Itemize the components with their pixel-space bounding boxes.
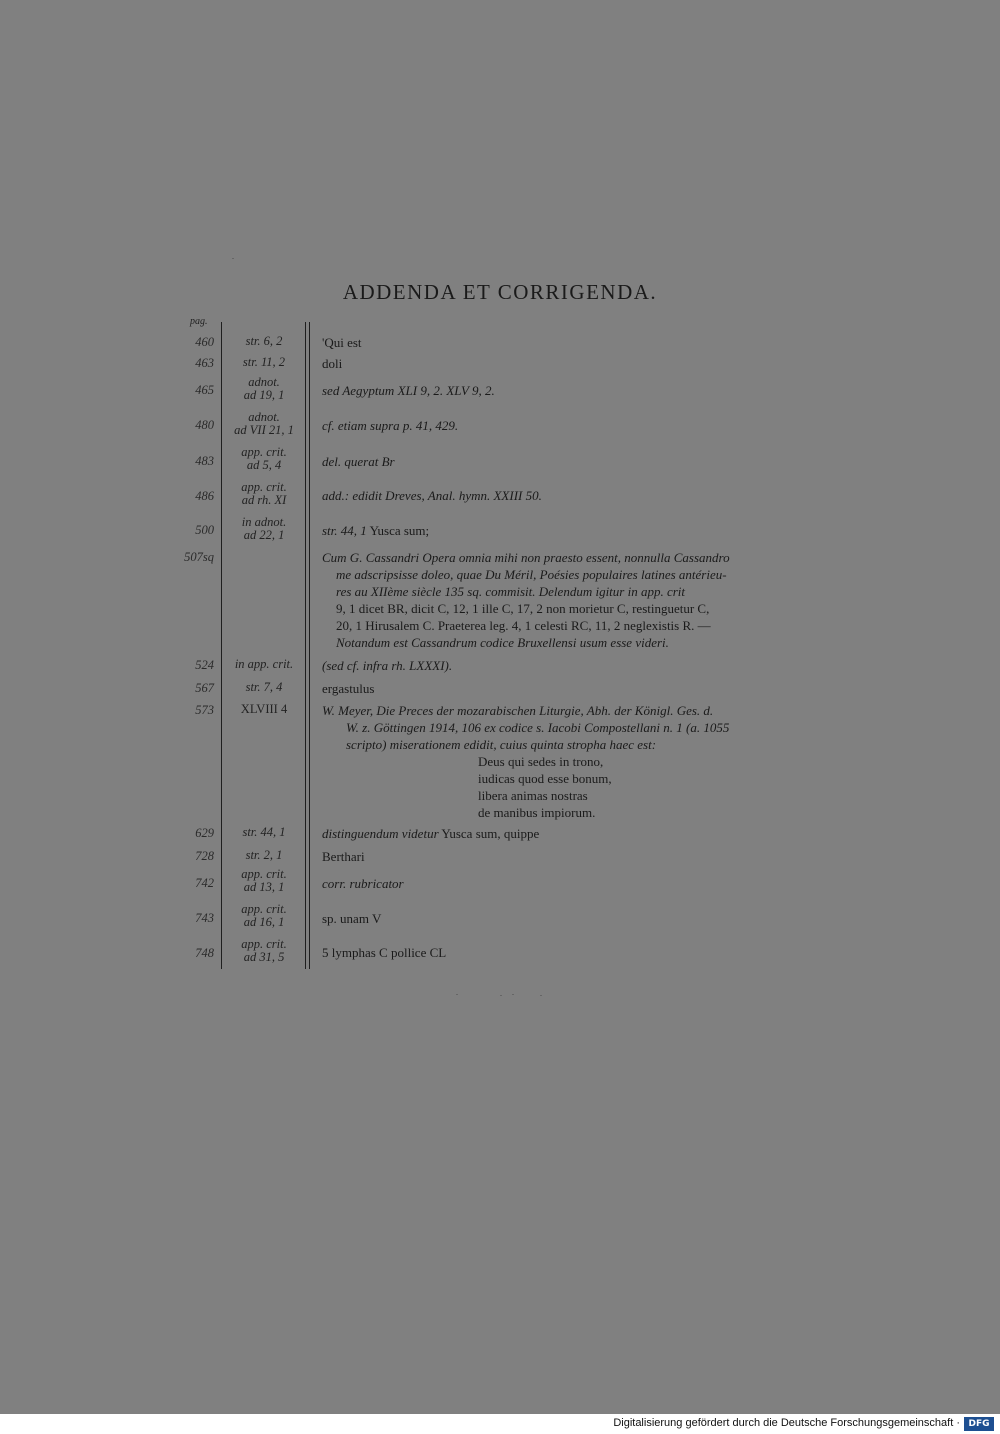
correction-text: add.: edidit Dreves, Anal. hymn. XXIII 50. [322, 488, 542, 503]
verse-line: iudicas quod esse bonum, [478, 771, 612, 786]
paragraph-line: 9, 1 dicet BR, dicit C, 12, 1 ille C, 17, 2 non morietur C, restinguetur C, [336, 601, 710, 616]
verse-line: libera animas nostras [478, 788, 588, 803]
location-reference: app. crit. [241, 867, 287, 881]
location-reference: app. crit. [241, 937, 287, 951]
paragraph-line: me adscripsisse doleo, quae Du Méril, Poésies populaires latines antérieu- [336, 567, 727, 582]
correction-text: corr. rubricator [322, 876, 404, 891]
page-number: 500 [195, 523, 214, 537]
location-reference: XLVIII 4 [240, 702, 288, 716]
verse-line: de manibus impiorum. [478, 805, 596, 820]
location-reference-line2: ad 31, 5 [243, 950, 285, 964]
location-reference: app. crit. [241, 902, 287, 916]
page-number: 524 [195, 658, 214, 672]
correction-text: (sed cf. infra rh. LXXXI). [322, 658, 453, 673]
column-header-pag: pag. [190, 316, 208, 327]
location-reference: str. 6, 2 [245, 334, 283, 348]
dfg-logo: DFG [964, 1417, 994, 1431]
correction-text: Berthari [322, 849, 365, 864]
page-number: 573 [195, 703, 214, 717]
location-reference: app. crit. [241, 480, 287, 494]
page-number: 742 [195, 876, 214, 890]
page-number: 743 [195, 911, 214, 925]
location-reference: str. 2, 1 [245, 848, 283, 862]
page-number: 748 [195, 946, 214, 960]
scan-speck [540, 995, 542, 996]
page-number: 465 [195, 383, 214, 397]
funding-footer [0, 1414, 1000, 1434]
page-title: ADDENDA ET CORRIGENDA. [342, 280, 658, 304]
page-number: 486 [195, 489, 214, 503]
location-reference-line2: ad 19, 1 [243, 388, 285, 402]
location-reference: str. 7, 4 [245, 680, 283, 694]
location-reference: app. crit. [241, 445, 287, 459]
page-number: 460 [195, 335, 214, 349]
footer-text: Digitalisierung gefördert durch die Deutsche Forschungsgemeinschaft · [613, 1417, 960, 1429]
correction-text: sp. unam V [322, 911, 382, 926]
page-number: 480 [195, 418, 214, 432]
paragraph-line: W. Meyer, Die Preces der mozarabischen Liturgie, Abh. der Königl. Ges. d. [322, 703, 714, 718]
correction-text: ergastulus [322, 681, 375, 696]
correction-paragraph [322, 702, 814, 821]
verse-line: Deus qui sedes in trono, [478, 754, 604, 769]
scan-speck [500, 995, 502, 996]
correction-text: 5 lymphas C pollice CL [322, 945, 447, 960]
scan-speck [232, 258, 234, 259]
correction-paragraph [322, 549, 814, 651]
location-reference-line2: ad VII 21, 1 [234, 423, 294, 437]
paragraph-line: res au XIIème siècle 135 sq. commisit. Delendum igitur in app. crit [336, 584, 686, 599]
column-rule-left [221, 322, 222, 969]
location-reference: adnot. [248, 410, 280, 424]
paragraph-line: W. z. Göttingen 1914, 106 ex codice s. Iacobi Compostellani n. 1 (a. 1055 [346, 720, 730, 735]
scan-speck [512, 994, 514, 995]
correction-text: str. 44, 1 Yusca sum; [322, 523, 430, 538]
location-reference-line2: ad 13, 1 [243, 880, 285, 894]
location-reference: in adnot. [241, 515, 287, 529]
paragraph-line: Notandum est Cassandrum codice Bruxellensi usum esse videri. [336, 635, 669, 650]
page-number: 567 [195, 681, 214, 695]
paragraph-line: Cum G. Cassandri Opera omnia mihi non praesto essent, nonnulla Cassandro [322, 550, 730, 565]
location-reference: str. 11, 2 [242, 355, 286, 369]
page-number: 629 [195, 826, 214, 840]
correction-text: cf. etiam supra p. 41, 429. [322, 418, 459, 433]
correction-text: sed Aegyptum XLI 9, 2. XLV 9, 2. [322, 383, 495, 398]
page-number: 507sq [184, 550, 214, 564]
location-reference-line2: ad 16, 1 [243, 915, 285, 929]
location-reference: in app. crit. [234, 657, 294, 671]
location-reference: str. 44, 1 [242, 825, 286, 839]
page-number: 728 [195, 849, 214, 863]
location-reference-line2: ad 22, 1 [243, 528, 285, 542]
location-reference: adnot. [248, 375, 280, 389]
paragraph-line: scripto) miserationem edidit, cuius quinta stropha haec est: [346, 737, 657, 752]
correction-text: distinguendum videtur Yusca sum, quippe [322, 826, 540, 841]
scan-speck [456, 994, 458, 995]
location-reference-line2: ad rh. XI [241, 493, 287, 507]
correction-text: 'Qui est [322, 335, 362, 350]
column-rule-middle-b [309, 322, 310, 969]
column-rule-middle-a [305, 322, 306, 969]
page-number: 463 [195, 356, 214, 370]
location-reference-line2: ad 5, 4 [246, 458, 282, 472]
page-number: 483 [195, 454, 214, 468]
paragraph-line: 20, 1 Hirusalem C. Praeterea leg. 4, 1 celesti RC, 11, 2 neglexistis R. — [336, 618, 711, 633]
correction-text: del. querat Br [322, 454, 395, 469]
correction-text: doli [322, 356, 343, 371]
